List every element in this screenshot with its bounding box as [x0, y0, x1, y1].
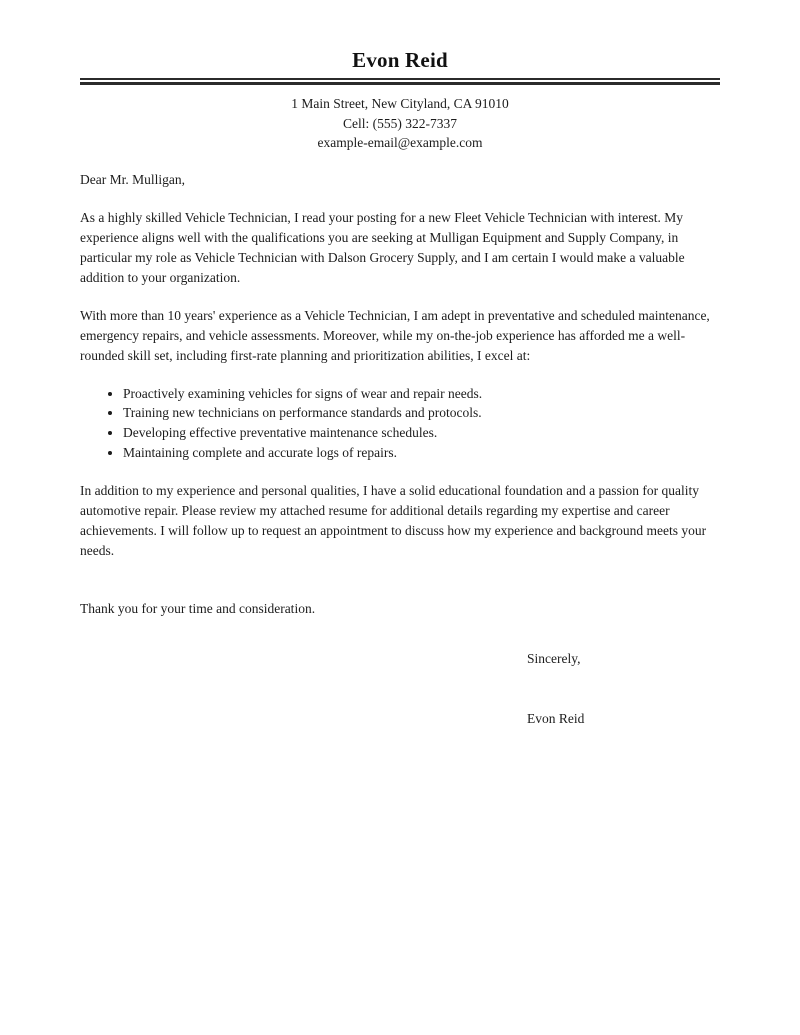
contact-block [0, 94, 800, 153]
contact-address: 1 Main Street, New Cityland, CA 91010 [291, 96, 509, 111]
letter-header [0, 0, 800, 153]
bullet-item: • Proactively examining vehicles for signs of wear and repair needs. [123, 384, 720, 404]
bullet-item: • Training new technicians on performance standards and protocols. [123, 403, 720, 423]
closing-line: Sincerely, [527, 650, 581, 666]
candidate-name-title: Evon Reid [352, 48, 448, 72]
bullet-item: • Developing effective preventative maintenance schedules. [123, 423, 720, 443]
paragraph-intro: As a highly skilled Vehicle Technician, I read your posting for a new Fleet Vehicle Technician with interest. My experience aligns well with the qualifications you are seeking at Mulligan Equipment and Supply Company, in particular my role as Vehicle Technician with Dalson Grocery Supply, and I am certain I would make a valuable addition to your organization. [80, 209, 685, 285]
paragraph-closing: In addition to my experience and personal qualities, I have a solid educational foundation and a passion for quality automotive repair. Please review my attached resume for additional details regarding my expertise and career achievements. I will follow up to request an appointment to discuss how my experience and background meets your needs. [80, 482, 707, 558]
bullet-item: • Maintaining complete and accurate logs of repairs. [123, 443, 720, 463]
header-double-rule [80, 78, 720, 85]
signature-name: Evon Reid [527, 710, 585, 726]
skills-bullet-list [80, 384, 720, 463]
letter-body [0, 170, 800, 729]
thanks-line: Thank you for your time and consideration. [80, 600, 316, 616]
paragraph-experience: With more than 10 years' experience as a Vehicle Technician, I am adept in preventative and scheduled maintenance, emergency repairs, and vehicle assessments. Moreover, while my on-the-job experience has afforded me a well-rounded skill set, including first-rate planning and prioritization abilities, I excel at: [80, 307, 710, 363]
contact-email: example-email@example.com [317, 135, 483, 150]
signoff-block [527, 649, 720, 729]
contact-phone: Cell: (555) 322-7337 [343, 115, 457, 131]
salutation: Dear Mr. Mulligan, [80, 171, 185, 187]
